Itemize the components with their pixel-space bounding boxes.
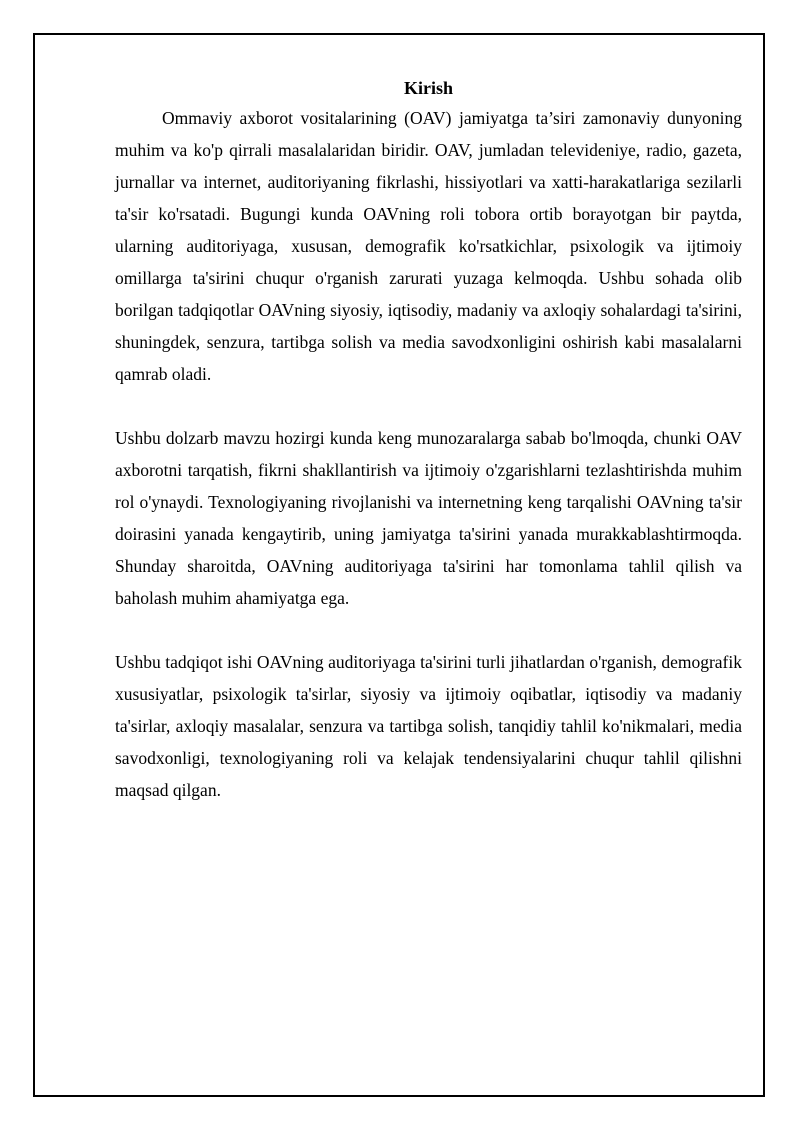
document-title: Kirish (403, 78, 453, 98)
paragraph-aim: Ushbu tadqiqot ishi OAVning auditoriyaga ta'sirini turli jihatlardan o'rganish, demografik xususiyatlar, psixologik ta'sirlar, siyosiy va ijtimoiy oqibatlar, iqtisodiy va madaniy ta'sirlar, axloqiy masalalar, senzura va tartibga solish, tanqidiy tahlil ko'nikmalari, media savodxonligi, texnologiyaning roli va kelajak tendensiyalarini chuqur tahlil qilishni maqsad qilgan. (115, 652, 742, 800)
document-body (115, 74, 742, 806)
paragraph-spacer (115, 390, 742, 422)
paragraph-relevance: Ushbu dolzarb mavzu hozirgi kunda keng munozaralarga sabab bo'lmoqda, chunki OAV axborotni tarqatish, fikrni shakllantirish va ijtimoiy o'zgarishlarni tezlashtirishda muhim rol o'ynaydi. Texnologiyaning rivojlanishi va internetning keng tarqalishi OAVning ta'sir doirasini yanada kengaytirib, uning jamiyatga ta'sirini yanada murakkablashtirmoqda. Shunday sharoitda, OAVning auditoriyaga ta'sirini har tomonlama tahlil qilish va baholash muhim ahamiyatga ega. (115, 428, 742, 608)
paragraph-intro: Ommaviy axborot vositalarining (OAV) jamiyatga ta’siri zamonaviy dunyoning muhim va ko'p qirrali masalalaridan biridir. OAV, jumladan televideniye, radio, gazeta, jurnallar va internet, auditoriyaning fikrlashi, hissiyotlari va xatti-harakatlariga sezilarli ta'sir ko'rsatadi. Bugungi kunda OAVning roli tobora ortib borayotgan bir paytda, ularning auditoriyaga, xususan, demografik ko'rsatkichlar, psixologik va ijtimoiy omillarga ta'sirini chuqur o'rganish zarurati yuzaga kelmoqda. Ushbu sohada olib borilgan tadqiqotlar OAVning siyosiy, iqtisodiy, madaniy va axloqiy sohalardagi ta'sirini, shuningdek, senzura, tartibga solish va media savodxonligini oshirish kabi masalalarni qamrab oladi. (115, 108, 742, 384)
paragraph-spacer (115, 614, 742, 646)
